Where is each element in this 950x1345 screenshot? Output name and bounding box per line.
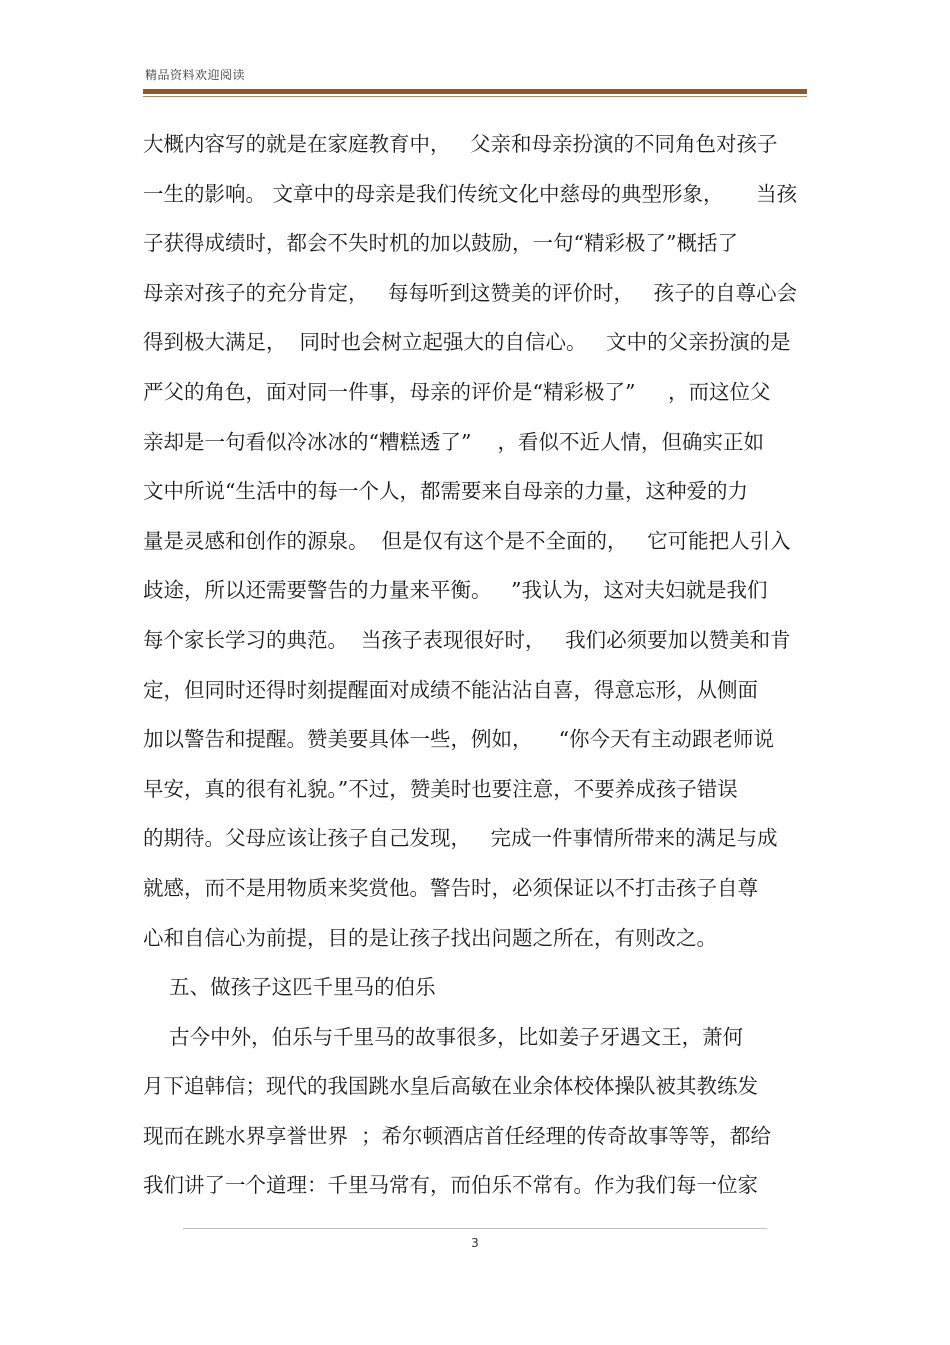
text-line: 得到极大满足， 同时也会树立起强大的自信心。 文中的父亲扮演的是 [143, 330, 791, 355]
text-line: 大概内容写的就是在家庭教育中， 父亲和母亲扮演的不同角色对孩子 [143, 132, 778, 156]
text-line: 每个家长学习的典范。 当孩子表现很好时， 我们必须要加以赞美和肯 [143, 627, 791, 652]
text-line: 我们讲了一个道理：千里马常有，而伯乐不常有。作为我们每一位家 [143, 1173, 758, 1198]
text-line: 子获得成绩时，都会不失时机的加以鼓励，一句“精彩极了”概括了 [143, 231, 738, 256]
text-line: 的期待。父母应该让孩子自己发现， 完成一件事情所带来的满足与成 [143, 826, 778, 851]
text-line: 亲却是一句看似冷冰冰的“糟糕透了” ，看似不近人情，但确实正如 [143, 429, 765, 454]
text-line: 月下追韩信；现代的我国跳水皇后高敏在业余体校体操队被其教练发 [143, 1074, 758, 1099]
header-rule [143, 89, 807, 94]
text-line: 严父的角色，面对同一件事，母亲的评价是“精彩极了” ，而这位父 [143, 379, 771, 404]
header-rule-thin [143, 96, 807, 97]
text-line: 定，但同时还得时刻提醒面对成绩不能沾沾自喜，得意忘形，从侧面 [143, 677, 758, 702]
text-line: 现而在跳水界享誉世界 ；希尔顿酒店首任经理的传奇故事等等，都给 [143, 1123, 772, 1148]
text-line: 加以警告和提醒。赞美要具体一些，例如， “你今天有主动跟老师说 [143, 727, 775, 752]
text-line: 早安，真的很有礼貌。”不过，赞美时也要注意，不要养成孩子错误 [143, 776, 738, 801]
footer-rule [183, 1228, 767, 1229]
text-line: 母亲对孩子的充分肯定， 每每听到这赞美的评价时， 孩子的自尊心会 [143, 280, 798, 305]
text-line: 量是灵感和创作的源泉。 但是仅有这个是不全面的， 它可能把人引入 [143, 528, 791, 553]
text-line: 心和自信心为前提，目的是让孩子找出问题之所在，有则改之。 [143, 925, 717, 950]
text-line: 文中所说“生活中的每一个人，都需要来自母亲的力量，这种爱的力 [143, 479, 748, 504]
text-line: 歧途，所以还需要警告的力量来平衡。 ”我认为，这对夫妇就是我们 [143, 578, 768, 603]
header-title: 精品资料欢迎阅读 [145, 68, 246, 82]
body-text [143, 120, 807, 1211]
page-number: 3 [471, 1236, 479, 1250]
text-line: 就感，而不是用物质来奖赏他。警告时，必须保证以不打击孩子自尊 [143, 875, 758, 900]
text-line: 一生的影响。 文章中的母亲是我们传统文化中慈母的典型形象， 当孩 [143, 181, 798, 206]
text-line: 古今中外，伯乐与千里马的故事很多，比如姜子牙遇文王，萧何 [143, 1024, 744, 1049]
section-heading: 五、做孩子这匹千里马的伯乐 [143, 975, 436, 1000]
